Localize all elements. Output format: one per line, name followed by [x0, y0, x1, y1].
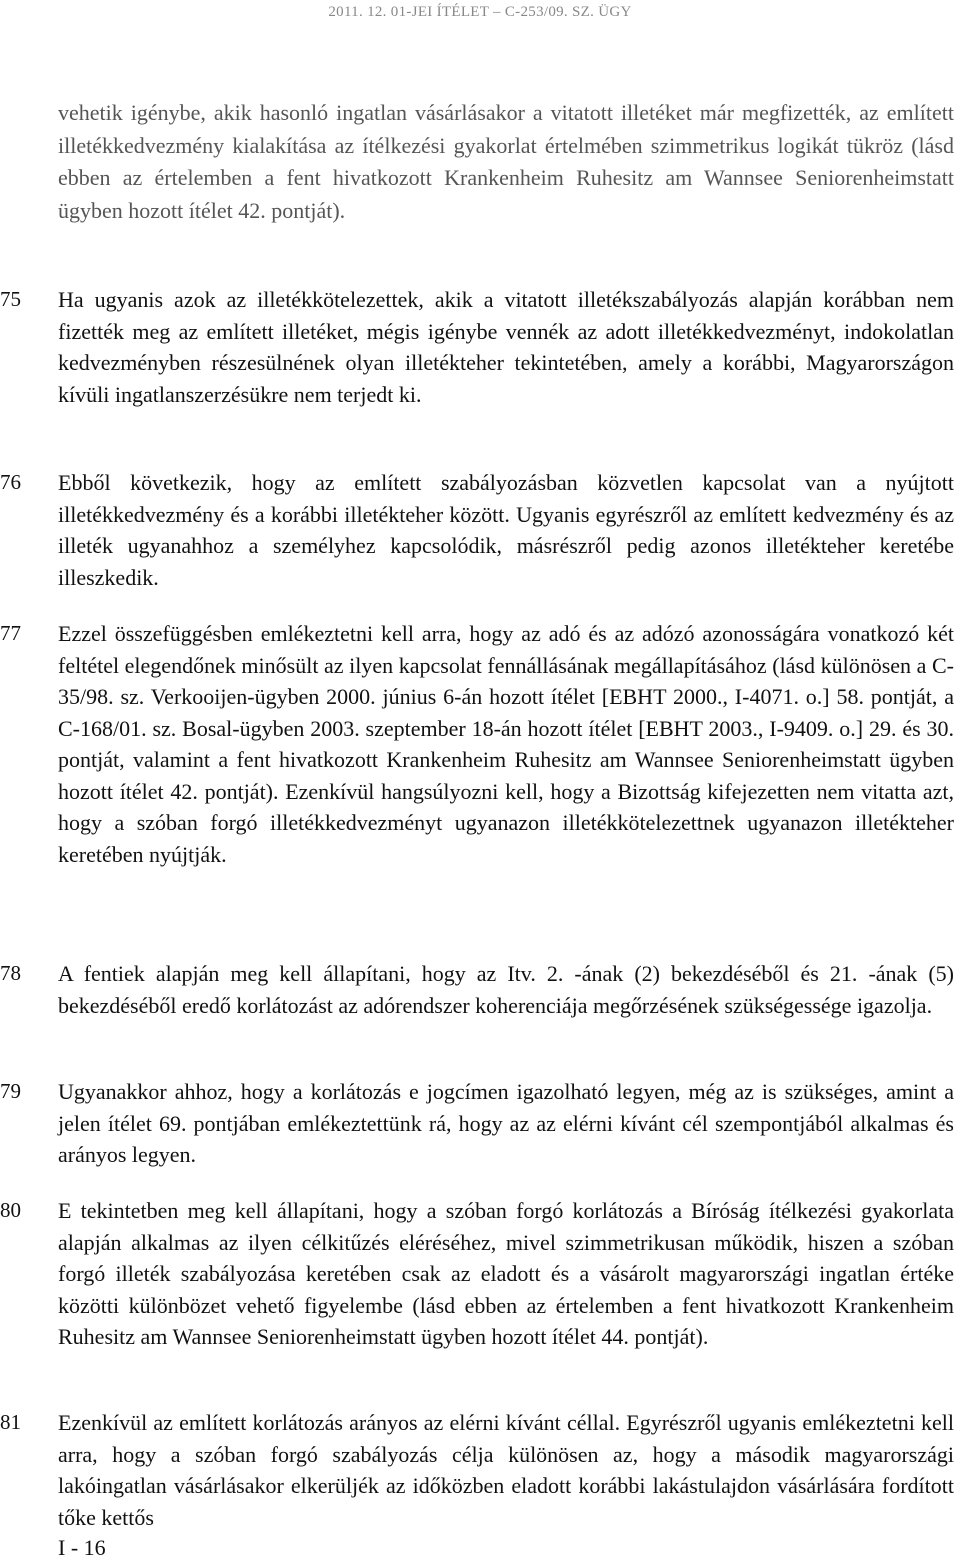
- paragraph-number: 75: [0, 287, 21, 311]
- paragraph-number: 81: [0, 1410, 21, 1434]
- paragraph-text: Ha ugyanis azok az illetékkötelezettek, akik a vitatott illetékszabályozás alapján korábban nem fizették meg az említett illetéket, mégis igénybe vennék az adott illetékkedvezményt, indokolatlan kedvezményben részesülnének olyan illetékteher tekintetében, amely a korábbi, Magyarországon kívüli ingatlanszerzésükre nem terjedt ki.: [58, 287, 954, 407]
- paragraph-number: 77: [0, 621, 21, 645]
- paragraph-text: E tekintetben meg kell állapítani, hogy a szóban forgó korlátozás a Bíróság ítélkezési gyakorlata alapján alkalmas az ilyen célkitűzés eléréséhez, mivel szimmetrikusan működik, hiszen a szóban forgó illeték szabályozása keretében csak az eladott és a vásárolt magyarországi ingatlan értéke közötti különbözet vehető figyelembe (lásd ebben az értelemben a fent hivatkozott Krankenheim Ruhesitz am Wannsee Seniorenheimstatt ügyben hozott ítélet 44. pontját).: [58, 1198, 954, 1349]
- paragraph-number: 78: [0, 961, 21, 985]
- continued-paragraph-text: vehetik igénybe, akik hasonló ingatlan vásárlásakor a vitatott illetéket már megfizették, az említett illetékkedvezmény kialakítása az ítélkezési gyakorlat értelmében szimmetrikus logikát tükröz (lásd ebben az értelemben a fent hivatkozott Krankenheim Ruhesitz am Wannsee Seniorenheimstatt ügyben hozott ítélet 42. pontját).: [58, 100, 954, 223]
- page-number: I - 16: [58, 1535, 106, 1560]
- paragraph-text: A fentiek alapján meg kell állapítani, hogy az Itv. 2. -ának (2) bekezdéséből és 21. -ának (5) bekezdéséből eredő korlátozást az adórendszer koherenciája megőrzésének szükségessége igazolja.: [58, 961, 954, 1018]
- paragraph-number: 80: [0, 1198, 21, 1222]
- running-header: 2011. 12. 01-JEI ÍTÉLET – C-253/09. SZ. ÜGY: [328, 4, 632, 20]
- paragraph-number: 79: [0, 1079, 21, 1103]
- paragraph-text: Ezzel összefüggésben emlékeztetni kell arra, hogy az adó és az adózó azonosságára vonatkozó két feltétel elegendőnek minősült az ilyen kapcsolat fennállásának megállapításához (lásd különösen a C-35/98. sz. Verkooijen-ügyben 2000. június 6-án hozott ítélet [EBHT 2000., I-4071. o.] 58. pontját, a C-168/01. sz. Bosal-ügyben 2003. szeptember 18-án hozott ítélet [EBHT 2003., I-9409. o.] 29. és 30. pontját, valamint a fent hivatkozott Krankenheim Ruhesitz am Wannsee Seniorenheimstatt ügyben hozott ítélet 42. pontját). Ezenkívül hangsúlyozni kell, hogy a Bizottság kifejezetten nem vitatta azt, hogy a szóban forgó illetékkedvezményt ugyanazon illetékkötelezettnek ugyanazon illetékteher keretében nyújtják.: [58, 621, 954, 867]
- paragraph-text: Ezenkívül az említett korlátozás arányos az elérni kívánt céllal. Egyrészről ugyanis emlékeztetni kell arra, hogy a szóban forgó szabályozás célja különösen az, hogy a második magyarországi lakóingatlan vásárlásakor elkerüljék az időközben eladott korábbi lakástulajdon vásárlására fordított tőke kettős: [58, 1410, 954, 1530]
- paragraph-number: 76: [0, 470, 21, 494]
- paragraph-text: Ugyanakkor ahhoz, hogy a korlátozás e jogcímen igazolható legyen, még az is szükséges, amint a jelen ítélet 69. pontjában emlékeztettünk rá, hogy az az elérni kívánt cél szempontjából alkalmas és arányos legyen.: [58, 1079, 954, 1167]
- paragraph-text: Ebből következik, hogy az említett szabályozásban közvetlen kapcsolat van a nyújtott illetékkedvezmény és a korábbi illetékteher között. Ugyanis egyrészről az említett kedvezmény és az illeték ugyanahhoz a személyhez kapcsolódik, másrészről pedig azonos illetékteher keretébe illeszkedik.: [58, 470, 954, 590]
